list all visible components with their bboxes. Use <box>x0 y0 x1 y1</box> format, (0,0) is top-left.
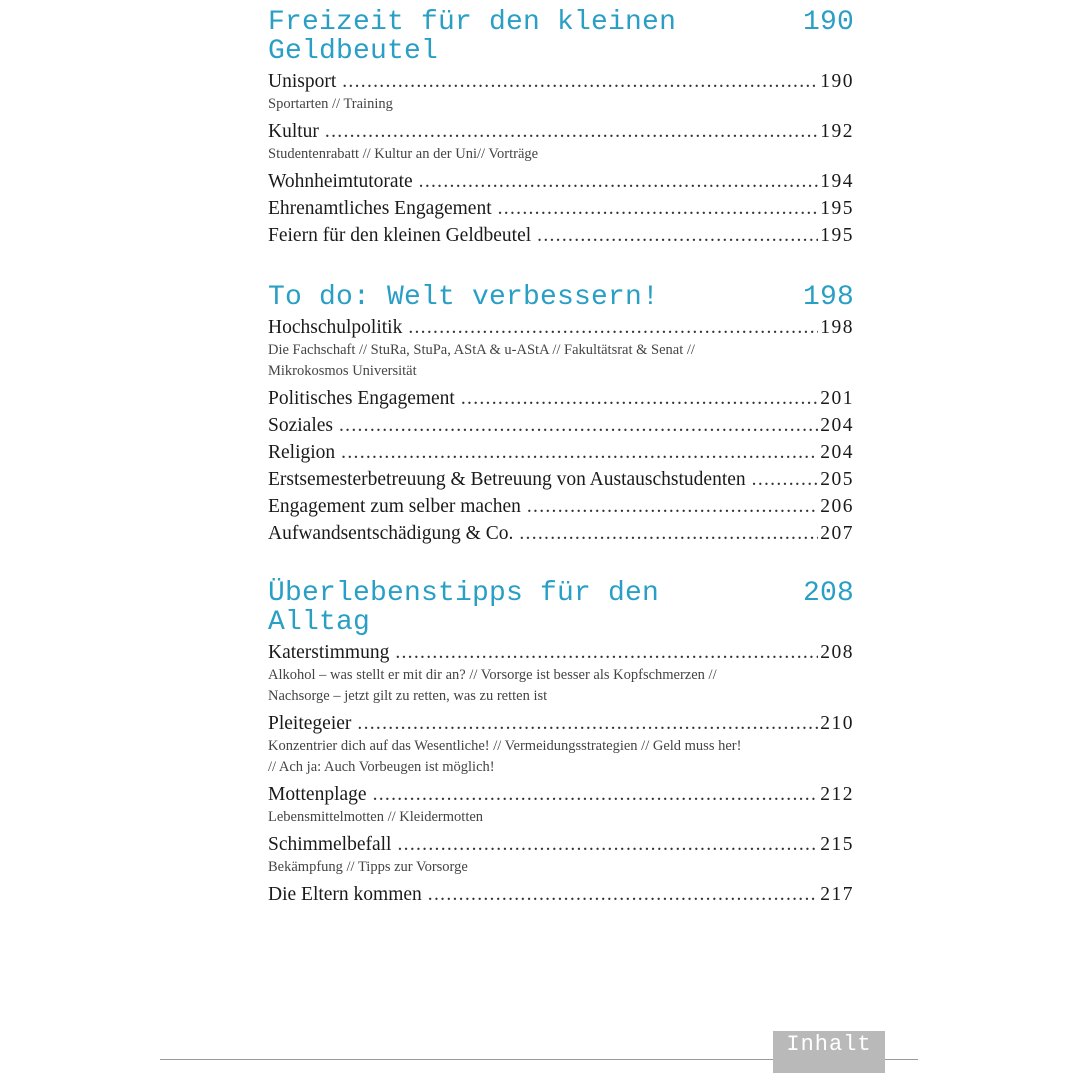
dot-leader <box>339 416 818 436</box>
toc-entry[interactable] <box>268 885 854 905</box>
toc-entry-subtopics: Studentenrabatt // Kultur an der Uni// Vorträge <box>268 146 539 162</box>
toc-entry[interactable] <box>268 470 854 490</box>
toc-entry-title: Pleitegeier <box>268 713 352 734</box>
toc-entry[interactable] <box>268 72 854 115</box>
toc-entry[interactable] <box>268 785 854 828</box>
toc-entry-subtopics: Sportarten // Training <box>268 96 393 112</box>
toc-entry[interactable] <box>268 497 854 517</box>
section-heading[interactable] <box>268 283 854 312</box>
toc-entry-title: Wohnheimtutorate <box>268 171 413 192</box>
toc-entry-page: 217 <box>820 884 854 905</box>
section-title: Überlebenstipps für den Alltag <box>268 578 660 638</box>
toc-entry[interactable] <box>268 643 854 707</box>
section-heading[interactable] <box>268 8 854 66</box>
toc-section-ueberlebenstipps <box>268 579 854 912</box>
toc-entry-page: 206 <box>820 496 854 517</box>
toc-entry-page: 195 <box>820 225 854 246</box>
toc-entry-page: 205 <box>820 469 854 490</box>
toc-entry[interactable] <box>268 122 854 165</box>
toc-section-welt-verbessern <box>268 283 854 551</box>
toc-entry-page: 208 <box>820 642 854 663</box>
toc-entry-page: 210 <box>820 713 854 734</box>
footer-tab-inhalt[interactable]: Inhalt <box>773 1031 885 1073</box>
toc-entry[interactable] <box>268 835 854 878</box>
dot-leader <box>537 226 818 246</box>
section-title: To do: Welt verbessern! <box>268 282 660 313</box>
dot-leader <box>498 199 819 219</box>
toc-section-freizeit <box>268 8 854 253</box>
toc-entry-page: 212 <box>820 784 854 805</box>
toc-entry-title: Feiern für den kleinen Geldbeutel <box>268 225 532 246</box>
toc-entry-title: Katerstimmung <box>268 642 390 663</box>
toc-entry-title: Engagement zum selber machen <box>268 496 521 517</box>
section-page-number: 208 <box>802 578 854 609</box>
toc-entry-page: 198 <box>820 317 854 338</box>
toc-entry[interactable] <box>268 172 854 192</box>
toc-entry-page: 192 <box>820 121 854 142</box>
toc-entry[interactable] <box>268 318 854 382</box>
dot-leader <box>527 497 818 517</box>
toc-entry[interactable] <box>268 226 854 246</box>
dot-leader <box>341 443 818 463</box>
toc-entry-page: 195 <box>820 198 854 219</box>
toc-entry-page: 215 <box>820 834 854 855</box>
toc-entry-title: Politisches Engagement <box>268 388 455 409</box>
dot-leader <box>325 122 818 142</box>
toc-entry[interactable] <box>268 524 854 544</box>
toc-entry-title: Religion <box>268 442 336 463</box>
toc-entry-title: Aufwandsentschädigung & Co. <box>268 523 514 544</box>
dot-leader <box>408 318 818 338</box>
toc-entry-page: 204 <box>820 442 854 463</box>
toc-entry-page: 201 <box>820 388 854 409</box>
toc-entry[interactable] <box>268 199 854 219</box>
toc-entry[interactable] <box>268 389 854 409</box>
dot-leader <box>397 835 818 855</box>
toc-entry[interactable] <box>268 416 854 436</box>
section-title: Freizeit für den kleinen Geldbeutel <box>268 7 677 67</box>
toc-entry-title: Hochschulpolitik <box>268 317 403 338</box>
toc-entry[interactable] <box>268 443 854 463</box>
dot-leader <box>357 714 818 734</box>
toc-entry-title: Mottenplage <box>268 784 367 805</box>
dot-leader <box>342 72 818 92</box>
dot-leader <box>395 643 818 663</box>
toc-entry-subtopics: Bekämpfung // Tipps zur Vorsorge <box>268 859 468 875</box>
dot-leader <box>752 470 819 490</box>
dot-leader <box>461 389 818 409</box>
toc-entry-subtopics: Die Fachschaft // StuRa, StuPa, AStA & u-AStA // Fakultätsrat & Senat // Mikrokosmos Universität <box>268 342 695 379</box>
section-page-number: 190 <box>802 7 854 38</box>
toc-entry-subtopics: Lebensmittelmotten // Kleidermotten <box>268 809 484 825</box>
dot-leader <box>428 885 818 905</box>
toc-entry-page: 194 <box>820 171 854 192</box>
toc-entry-title: Schimmelbefall <box>268 834 392 855</box>
toc-entry-title: Die Eltern kommen <box>268 884 422 905</box>
dot-leader <box>519 524 818 544</box>
toc-entry-title: Kultur <box>268 121 319 142</box>
toc-entry-subtopics: Alkohol – was stellt er mit dir an? // Vorsorge ist besser als Kopfschmerzen // Nachsorge – jetzt gilt zu retten, was zu retten ist <box>268 667 717 704</box>
section-page-number: 198 <box>802 282 854 313</box>
toc-entry-page: 207 <box>820 523 854 544</box>
toc-entry-title: Erstsemesterbetreuung & Betreuung von Austauschstudenten <box>268 469 746 490</box>
section-heading[interactable] <box>268 579 854 637</box>
toc-entry-subtopics: Konzentrier dich auf das Wesentliche! // Vermeidungsstrategien // Geld muss her! // Ach ja: Auch Vorbeugen ist möglich! <box>268 738 742 775</box>
toc-entry-page: 204 <box>820 415 854 436</box>
dot-leader <box>373 785 819 805</box>
toc-entry-page: 190 <box>820 71 854 92</box>
toc-entry[interactable] <box>268 714 854 778</box>
toc-entry-title: Soziales <box>268 415 333 436</box>
toc-entry-title: Unisport <box>268 71 337 92</box>
toc-entry-title: Ehrenamtliches Engagement <box>268 198 492 219</box>
dot-leader <box>419 172 819 192</box>
